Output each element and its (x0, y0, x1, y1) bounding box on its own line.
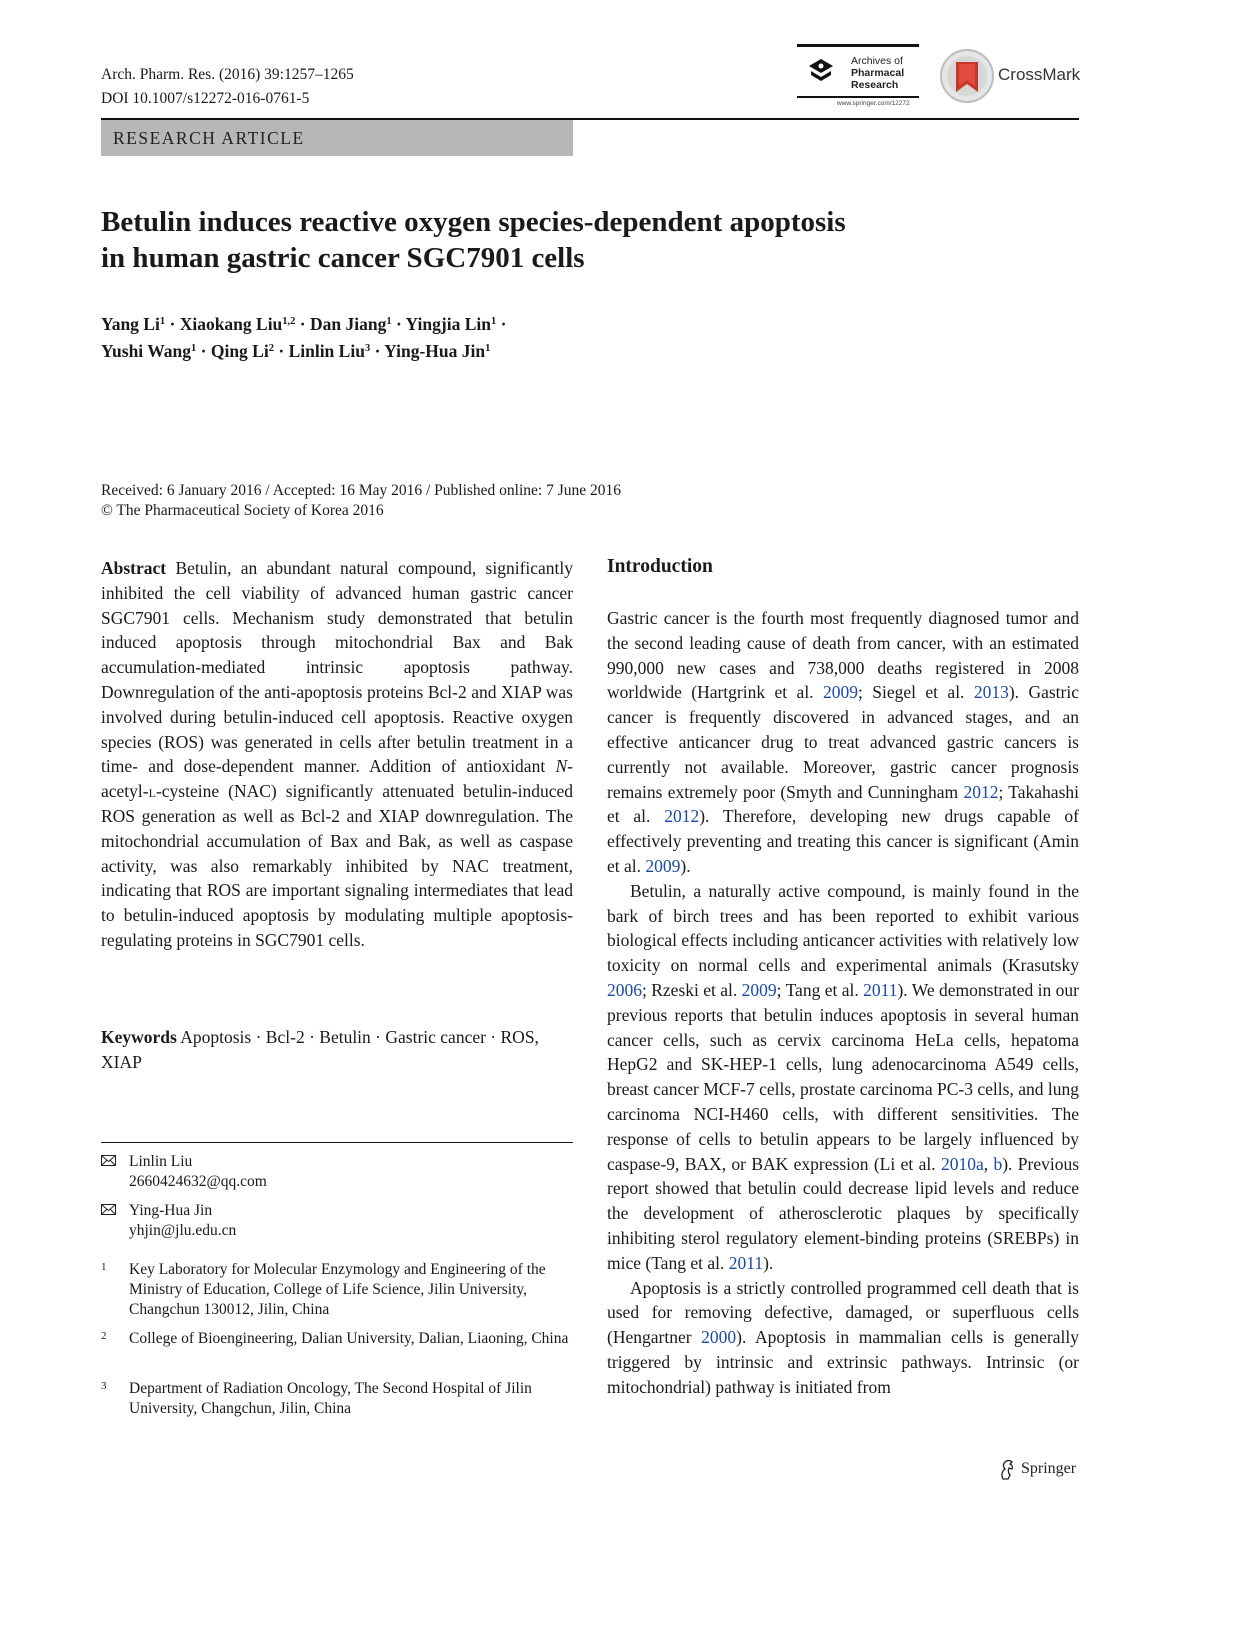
author-name[interactable]: Xiaokang Liu (179, 314, 283, 334)
affiliation-number: 3 (101, 1380, 107, 1392)
copyright: © The Pharmaceutical Society of Korea 2016 (101, 502, 384, 519)
logo-line-3: Research (851, 79, 899, 91)
paragraph-text: Gastric cancer is the fourth most frequently diagnosed tumor and the second leading cause of death from cancer, with an estimated 990,000 new cases and 738,000 deaths registered in 2008 worldwide (Hartgrink et al. (607, 608, 1079, 703)
abstract-text-end: -cysteine (NAC) significantly attenuated betulin-induced ROS generation as well as Bcl-2 and XIAP downregulation. The mitochondrial accumulation of Bax and Bak, as well as caspase activity, was also remarkably inhibited by NAC treatment, indicating that ROS are important signaling intermediates that lead to betulin-induced apoptosis by modulating multiple apoptosis-regulating proteins in SGC7901 cells. (101, 781, 573, 950)
contact-text (129, 1152, 569, 1191)
paragraph-text: ). Gastric cancer is frequently discovered in advanced stages, and an effective anticancer drug to treat advanced gastric cancers is currently not available. Moreover, gastric cancer prognosis remains extremely poor (Smyth and Cunningham (607, 682, 1079, 802)
title-line-1: Betulin induces reactive oxygen species-dependent apoptosis (101, 206, 846, 238)
paragraph-text: ). (680, 855, 691, 876)
abstract-text-middle: -acetyl- (101, 756, 573, 802)
introduction-body (607, 606, 1079, 1400)
citation-link[interactable]: 2009 (822, 682, 858, 703)
logo-rule-top (797, 44, 919, 47)
affiliation-text: Key Laboratory for Molecular Enzymology and Engineering of the Ministry of Education, College of Life Science, Jilin University, Changchun 130012, Jilin, China (129, 1261, 546, 1318)
author-name[interactable]: Yushi Wang (101, 341, 191, 361)
abstract-smallcaps: l (148, 781, 156, 802)
abstract-text: Betulin, an abundant natural compound, significantly inhibited the cell viability of advanced human gastric cancer SGC7901 cells. Mechanism study demonstrated that betulin induced apoptosis through mitochondrial Bax and Bak accumulation-mediated intrinsic apoptosis pathway. Downregulation of the anti-apoptosis proteins Bcl-2 and XIAP was involved during betulin-induced cell apoptosis. Reactive oxygen species (ROS) was generated in cells after betulin treatment in a time- and dose-dependent manner. Addition of antioxidant (101, 558, 574, 777)
abstract (101, 556, 573, 953)
citation-link[interactable]: 2013 (973, 682, 1009, 703)
abstract-italic: N (555, 756, 568, 777)
intro-paragraph-1 (607, 606, 1079, 879)
paragraph-text: ). (763, 1252, 774, 1273)
author-separator: · (391, 314, 406, 334)
publisher-name: Springer (1021, 1460, 1077, 1477)
contact-email[interactable]: yhjin@jlu.edu.cn (129, 1221, 237, 1239)
abstract-label: Abstract (101, 558, 167, 578)
citation-link[interactable]: 2000 (701, 1327, 737, 1348)
crossmark-icon (940, 48, 994, 104)
author-name[interactable]: Yingjia Lin (405, 314, 491, 334)
paragraph-text: Apoptosis is a strictly controlled programmed cell death that is used for removing defective, damaged, or superfluous cells (Hengartner (607, 1277, 1079, 1348)
citation-link[interactable]: 2009 (645, 855, 681, 876)
author-name[interactable]: Linlin Liu (288, 341, 365, 361)
citation-link[interactable]: 2012 (963, 781, 999, 802)
author-name[interactable]: Dan Jiang (310, 314, 387, 334)
author-list (101, 311, 801, 365)
author-separator: · (496, 314, 507, 334)
author-separator: · (165, 314, 180, 334)
doi: DOI 10.1007/s12272-016-0761-5 (101, 90, 310, 107)
citation-link[interactable]: 2006 (607, 979, 642, 1000)
envelope-icon (101, 1204, 116, 1215)
journal-ref: Arch. Pharm. Res. (2016) 39:1257–1265 (101, 66, 354, 83)
logo-line-1: Archives of (851, 55, 903, 67)
book-icon (807, 57, 835, 85)
author-affiliation: 1 (191, 343, 197, 354)
author-name[interactable]: Qing Li (210, 341, 269, 361)
author-line-2 (101, 338, 801, 365)
author-separator: · (196, 341, 211, 361)
author-separator: · (370, 341, 385, 361)
citation-link[interactable]: 2011 (863, 979, 898, 1000)
logo-line-2: Pharmacal (851, 67, 905, 79)
envelope-icon (101, 1155, 116, 1166)
author-separator: · (295, 314, 311, 334)
crossmark-badge[interactable] (940, 48, 1090, 104)
affiliation-number: 2 (101, 1330, 107, 1342)
crossmark-label: CrossMark (998, 65, 1081, 84)
author-separator: · (273, 341, 289, 361)
author-affiliation: 1 (490, 316, 497, 327)
author-line-1 (101, 311, 801, 338)
author-affiliation: 1,2 (282, 316, 296, 327)
paragraph-text: Betulin, a naturally active compound, is mainly found in the bark of birch trees and has been reported to exhibit various biological effects including anticancer activities with relatively low toxicity on normal cells and experimental animals (Krasutsky (607, 880, 1079, 976)
intro-paragraph-2 (607, 879, 1079, 1276)
author-name[interactable]: Ying-Hua Jin (384, 341, 486, 361)
paragraph-text: ; Takahashi et al. (607, 781, 1079, 827)
footnote-rule (101, 1142, 573, 1143)
journal-citation (101, 63, 354, 111)
paragraph-text: , (983, 1153, 994, 1174)
title-line-2: in human gastric cancer SGC7901 cells (101, 242, 585, 274)
author-name[interactable]: Yang Li (101, 314, 160, 334)
paragraph-text: ). Previous report showed that betulin could decrease lipid levels and reduce the development of atherosclerotic plaques by specifically inhibiting sterol regulatory element-binding proteins (SREBPs) in mice (Tang et al. (607, 1153, 1080, 1273)
citation-link[interactable]: 2009 (741, 979, 777, 1000)
paragraph-text: ; Tang et al. (776, 979, 864, 1000)
citation-link[interactable]: 2012 (664, 806, 700, 827)
section-heading-introduction: Introduction (607, 556, 713, 577)
affiliation-number: 1 (101, 1261, 107, 1273)
keywords-text: Apoptosis · Bcl-2 · Betulin · Gastric cancer · ROS, XIAP (101, 1027, 539, 1072)
citation-link[interactable]: 2010a (940, 1153, 984, 1174)
author-affiliation: 1 (485, 343, 491, 354)
paragraph-text: ). Therefore, developing new drugs capable of effectively preventing and treating this cancer is significant (Amin et al. (607, 806, 1079, 876)
paragraph-text: ). Apoptosis in mammalian cells is generally triggered by intrinsic and extrinsic pathways. Intrinsic (or mitochondrial) pathway is initiated from (607, 1327, 1079, 1397)
article-type-band (101, 120, 573, 156)
article-title (101, 204, 1001, 276)
author-affiliation: 1 (386, 316, 392, 327)
citation-link[interactable]: 2011 (728, 1252, 764, 1273)
intro-paragraph-3 (607, 1276, 1079, 1400)
publication-dates (101, 481, 621, 521)
contact-name: Linlin Liu (129, 1153, 193, 1170)
logo-wordmark (851, 55, 904, 91)
contact-name: Ying-Hua Jin (129, 1202, 213, 1219)
dates-line: Received: 6 January 2016 / Accepted: 16 May 2016 / Published online: 7 June 2016 (101, 482, 622, 499)
article-type: RESEARCH ARTICLE (113, 128, 305, 148)
contact-email[interactable]: 2660424632@qq.com (129, 1172, 267, 1190)
paragraph-text: ; Rzeski et al. (642, 979, 742, 1000)
author-affiliation: 1 (159, 316, 166, 327)
logo-rule-bottom (797, 96, 919, 98)
keywords-label: Keywords (101, 1027, 177, 1047)
author-affiliation: 2 (268, 343, 274, 354)
logo-url: www.springer.com/12272 (837, 100, 910, 107)
keywords (101, 1025, 573, 1075)
contact-text (129, 1201, 569, 1240)
paragraph-text: ). We demonstrated in our previous reports that betulin induces apoptosis in several human cancer cells, such as cervix carcinoma HeLa cells, hepatoma HepG2 and SK-HEP-1 cells, lung adenocarcinoma A549 cells, breast cancer MCF-7 cells, prostate carcinoma PC-3 cells, and lung carcinoma NCI-H460 cells, with different sensitivities. The response of cells to betulin appears to be largely influenced by caspase-9, BAX, or BAK expression (Li et al. (607, 979, 1079, 1174)
springer-horse-icon (997, 1459, 1017, 1481)
journal-logo[interactable] (797, 44, 919, 106)
citation-link[interactable]: b (993, 1153, 1003, 1174)
publisher-mark[interactable] (997, 1459, 1087, 1481)
affiliation-text: College of Bioengineering, Dalian University, Dalian, Liaoning, China (129, 1330, 569, 1347)
paragraph-text: ; Siegel et al. (857, 682, 974, 703)
author-affiliation: 3 (364, 343, 371, 354)
affiliation-text: Department of Radiation Oncology, The Second Hospital of Jilin University, Changchun, Jilin, China (129, 1380, 532, 1417)
